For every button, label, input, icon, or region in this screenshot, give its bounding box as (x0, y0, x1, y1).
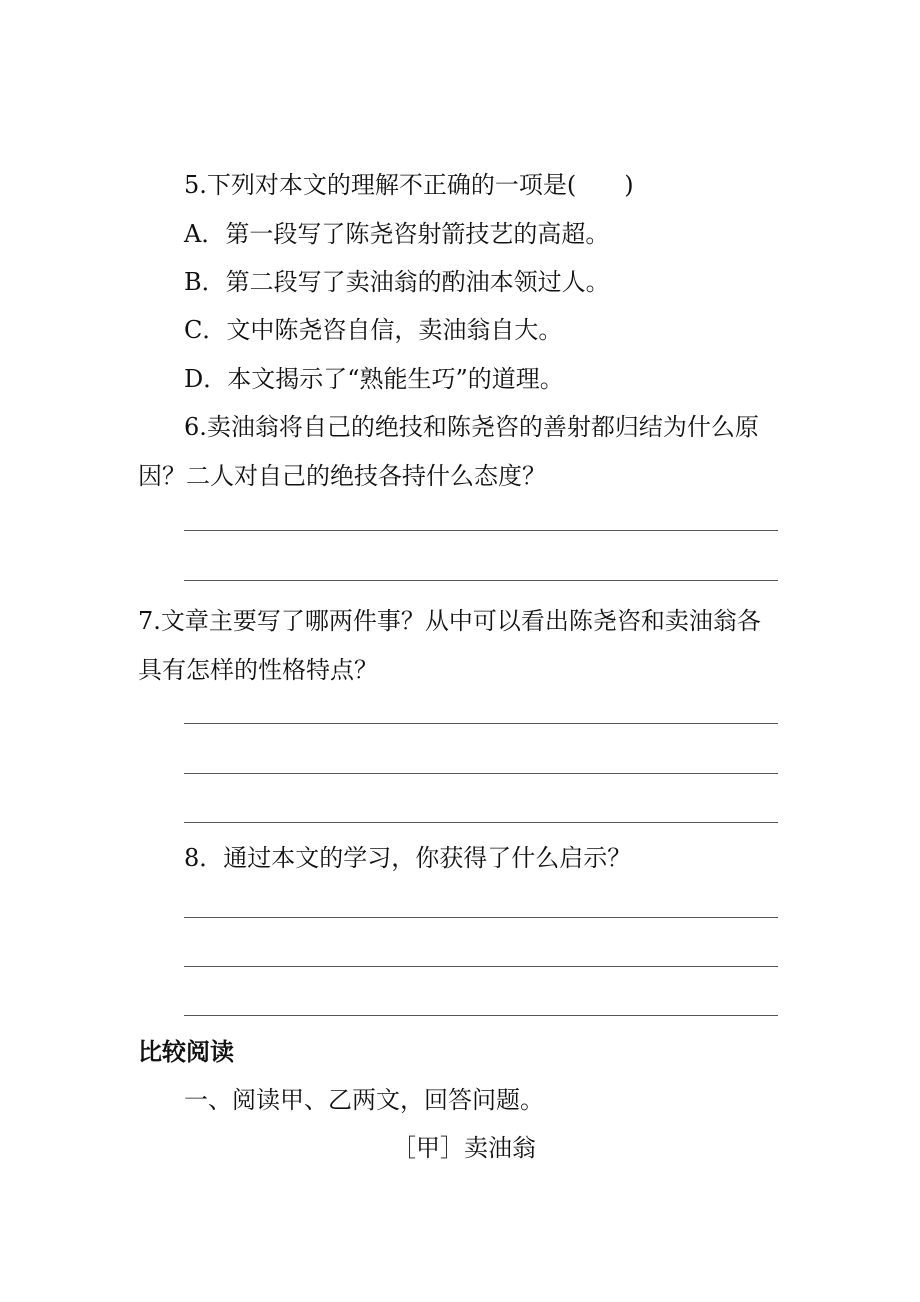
answer-line[interactable] (184, 773, 778, 774)
answer-line[interactable] (184, 917, 778, 918)
question-6-line-2: 因？二人对自己的绝技各持什么态度？ (138, 462, 546, 490)
answer-line[interactable] (184, 580, 778, 581)
question-7-line-2: 具有怎样的性格特点？ (138, 656, 378, 684)
question-5-option-d: D．本文揭示了“熟能生巧”的道理。 (184, 365, 564, 393)
question-5-option-b: B．第二段写了卖油翁的酌油本领过人。 (184, 268, 610, 296)
answer-line[interactable] (184, 966, 778, 967)
question-6-line-1: 6.卖油翁将自己的绝技和陈尧咨的善射都归结为什么原 (184, 413, 759, 441)
question-5-option-c: C．文中陈尧咨自信，卖油翁自大。 (184, 316, 563, 344)
question-7-line-1: 7.文章主要写了哪两件事？从中可以看出陈尧咨和卖油翁各 (138, 607, 761, 635)
text-title: ［甲］卖油翁 (392, 1134, 536, 1162)
section-instruction: 一、阅读甲、乙两文，回答问题。 (184, 1086, 544, 1114)
section-heading: 比较阅读 (138, 1037, 234, 1066)
answer-line[interactable] (184, 1015, 778, 1016)
question-5-option-a: A．第一段写了陈尧咨射箭技艺的高超。 (184, 220, 610, 248)
answer-line[interactable] (184, 723, 778, 724)
question-8-stem: 8．通过本文的学习，你获得了什么启示？ (184, 844, 632, 872)
question-5-stem: 5.下列对本文的理解不正确的一项是( ) (184, 171, 634, 199)
answer-line[interactable] (184, 822, 778, 823)
answer-line[interactable] (184, 530, 778, 531)
